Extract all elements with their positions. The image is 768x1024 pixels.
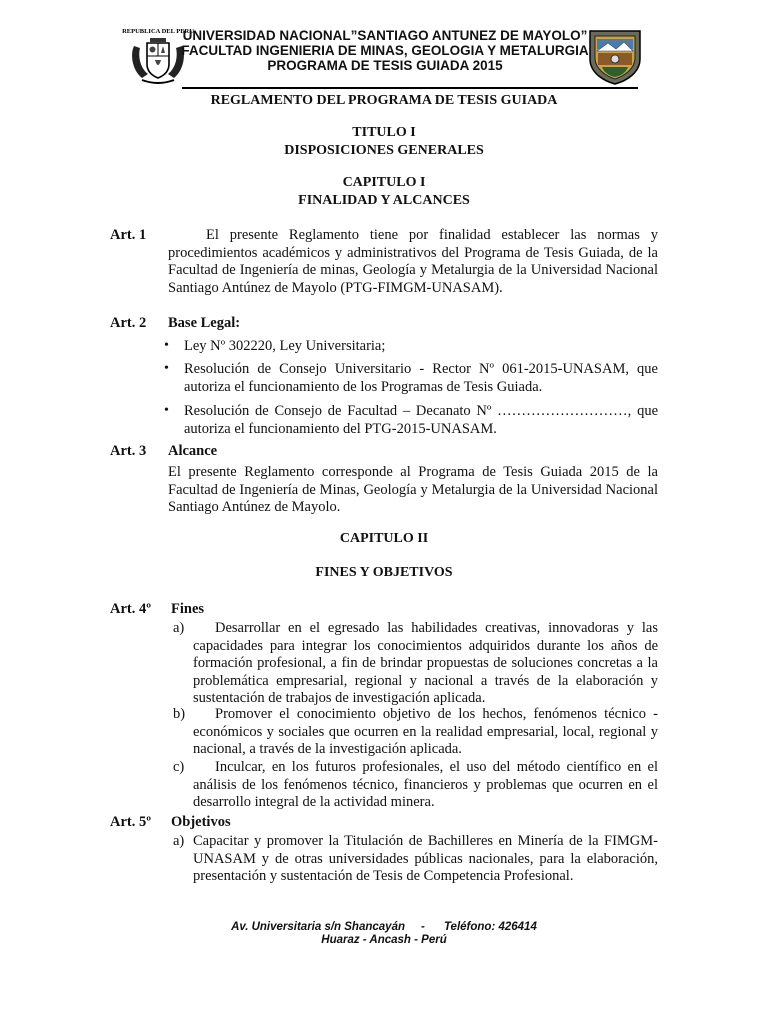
art3-label: Art. 3	[110, 443, 147, 459]
bullet-icon: •	[164, 361, 169, 376]
capitulo-2-label: CAPITULO II	[339, 531, 429, 546]
titulo-label: TITULO I	[352, 125, 416, 140]
art4-item-a-text: Desarrollar en el egresado las habilidades creativas, innovadoras y las capacidades para integrar los conocimientos adquiridos durante los años de formación profesional, a fin de brindar propuestas de soluciones concretas a la problemática empresarial, regional y nacional a través de la elaboración y sustentación de trabajos de investigación aplicada.	[193, 620, 658, 707]
footer-address: Av. Universitaria s/n Shancayán - Teléfono: 426414	[231, 921, 537, 933]
art2-label: Art. 2	[110, 315, 147, 331]
art4-item-c-letter: c)	[173, 759, 185, 775]
art3-heading: Alcance	[168, 443, 218, 459]
art5-item-a-text: Capacitar y promover la Titulación de Bachilleres en Minería de la FIMGM-UNASAM y de otras universidades públicas nacionales, para la elaboración, presentación y sustentación de Tesis de Competencia Profesional.	[193, 833, 658, 885]
art1-text: El presente Reglamento tiene por finalidad establecer las normas y procedimientos académicos y administrativos del Programa de Tesis Guiada, de la Facultad de Ingeniería de minas, Geología y Metalurgia de la Universidad Nacional Santiago Antúnez de Mayolo (PTG-FIMGM-UNASAM).	[168, 227, 658, 296]
header-university: UNIVERSIDAD NACIONAL”SANTIAGO ANTUNEZ DE MAYOLO”	[182, 28, 588, 43]
header-faculty: FACULTAD INGENIERIA DE MINAS, GEOLOGIA Y METALURGIA	[181, 43, 589, 58]
bullet-icon: •	[164, 338, 169, 353]
titulo-name: DISPOSICIONES GENERALES	[284, 143, 484, 158]
capitulo-1-label: CAPITULO I	[342, 175, 426, 190]
footer-city: Huaraz - Ancash - Perú	[321, 934, 447, 946]
art4-item-c-text: Inculcar, en los futuros profesionales, el uso del método científico en el análisis de los fenómenos técnico, financieros y problemas que ocurren en el desarrollo integral de la actividad minera.	[193, 759, 658, 811]
art4-heading: Fines	[171, 601, 205, 617]
art5-item-a-letter: a)	[173, 833, 185, 849]
left-logo-text: REPUBLICA DEL PERU	[122, 28, 194, 35]
art2-item-2: Resolución de Consejo Universitario - Rector Nº 061-2015-UNASAM, que autoriza el funcionamiento de los Programas de Tesis Guiada.	[184, 361, 658, 395]
art4-item-b-letter: b)	[173, 706, 186, 722]
art4-item-a-letter: a)	[173, 620, 185, 636]
capitulo-1-name: FINALIDAD Y ALCANCES	[298, 193, 470, 208]
header-divider	[182, 87, 638, 89]
document-title: REGLAMENTO DEL PROGRAMA DE TESIS GUIADA	[210, 93, 558, 108]
art2-heading: Base Legal:	[168, 315, 241, 331]
capitulo-2-name: FINES Y OBJETIVOS	[315, 565, 453, 580]
art4-label: Art. 4º	[110, 601, 152, 617]
art4-item-b-text: Promover el conocimiento objetivo de los hechos, fenómenos técnico - económicos y sociales que ocurren en la realidad empresarial, local, regional y nacional, a través de la investigación aplicada.	[193, 706, 658, 758]
art5-label: Art. 5º	[110, 814, 152, 830]
art1-label: Art. 1	[110, 227, 147, 243]
header-program: PROGRAMA DE TESIS GUIADA 2015	[267, 58, 503, 73]
art5-heading: Objetivos	[171, 814, 231, 830]
art2-item-1: Ley Nº 302220, Ley Universitaria;	[184, 338, 386, 354]
bullet-icon: •	[164, 403, 169, 418]
art3-text: El presente Reglamento corresponde al Programa de Tesis Guiada 2015 de la Facultad de Ingeniería de Minas, Geología y Metalurgia de la Universidad Nacional Santiago Antúnez de Mayolo.	[168, 464, 658, 516]
university-shield-icon	[586, 27, 644, 85]
art2-item-3: Resolución de Consejo de Facultad – Decanato Nº ………………………, que autoriza el funcionamiento del PTG-2015-UNASAM.	[184, 403, 658, 437]
